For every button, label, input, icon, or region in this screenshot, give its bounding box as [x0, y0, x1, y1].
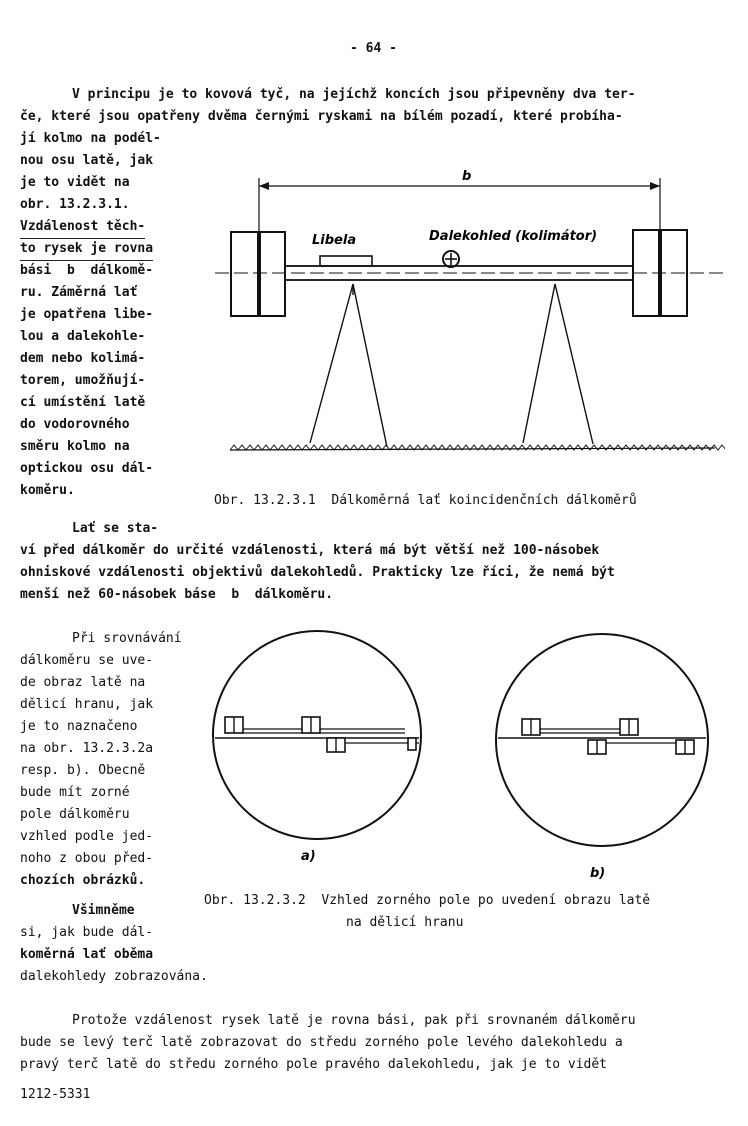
left-col1-line: obr. 13.2.3.1. — [20, 197, 130, 212]
label-a: a) — [301, 849, 316, 864]
figure2-caption-line2: na dělicí hranu — [346, 915, 464, 930]
para2-line3: ohniskové vzdálenosti objektivů dalekohledů. Prakticky lze říci, že nemá být — [20, 565, 615, 580]
left-col2-line: na obr. 13.2.3.2a — [20, 741, 154, 756]
label-dalekohled: Dalekohled (kolimátor) — [429, 229, 598, 244]
label-b-fig2: b) — [590, 866, 606, 881]
left-col2-line: chozích obrázků. — [20, 873, 146, 888]
left-col2-line: vzhled podle jed- — [20, 829, 154, 844]
left-col1-line: torem, umožňují- — [20, 373, 146, 388]
label-libela: Libela — [312, 233, 357, 248]
left-col1-line: dem nebo kolimá- — [20, 351, 146, 366]
para2-line2: ví před dálkoměr do určité vzdálenosti, která má být větší než 100-násobek — [20, 543, 600, 558]
para3-line2: bude se levý terč latě zobrazovat do středu zorného pole levého dalekohledu a — [20, 1035, 623, 1050]
label-b: b — [462, 169, 472, 184]
para3-line1: Protože vzdálenost rysek latě je rovna bási, pak při srovnaném dálkoměru — [72, 1013, 636, 1028]
left-col2-line: de obraz latě na — [20, 675, 146, 690]
left-col3-line: koměrná lať oběma — [20, 947, 154, 962]
left-col3-line: si, jak bude dál- — [20, 925, 154, 940]
para1-line2: če, které jsou opatřeny dvěma černými ryskami na bílém pozadí, které probíha- — [20, 109, 623, 124]
figure2-caption-line1: Obr. 13.2.3.2 Vzhled zorného pole po uvedení obrazu latě — [204, 893, 651, 908]
left-col1-line: ru. Záměrná lať — [20, 285, 138, 300]
left-col2-line: bude mít zorné — [20, 785, 130, 800]
page-number: - 64 - — [350, 41, 397, 56]
figure-field-view-a — [205, 625, 435, 875]
left-col1-line: je to vidět na — [20, 175, 130, 190]
left-col2-line: dělicí hranu, jak — [20, 697, 154, 712]
left-col1-line: bási b dálkomě- — [20, 263, 154, 278]
left-col2-line: noho z obou před- — [20, 851, 154, 866]
left-col1-line: směru kolmo na — [20, 439, 130, 454]
left-col1-line: nou osu latě, jak — [20, 153, 154, 168]
left-col1-line: koměru. — [20, 483, 75, 498]
para1-line3: jí kolmo na podél- — [20, 131, 161, 146]
left-col3-line: dalekohledy zobrazována. — [20, 969, 208, 984]
left-col1-line: to rysek je rovna — [20, 238, 153, 261]
left-col1-line: do vodorovného — [20, 417, 130, 432]
figure-field-view-b — [490, 625, 720, 885]
left-col1-line: lou a dalekohle- — [20, 329, 146, 344]
left-col2-line: Při srovnávání — [72, 631, 182, 646]
figure1-caption: Obr. 13.2.3.1 Dálkoměrná lať koincidenčních dálkoměrů — [214, 493, 637, 508]
figure-range-rod — [215, 160, 725, 460]
left-col2-line: pole dálkoměru — [20, 807, 130, 822]
left-col2-line: dálkoměru se uve- — [20, 653, 154, 668]
left-col1-line: Vzdálenost těch- — [20, 216, 145, 239]
left-col2-line: resp. b). Obecně — [20, 763, 146, 778]
para3-line3: pravý terč latě do středu zorného pole pravého dalekohledu, jak je to vidět — [20, 1057, 607, 1072]
left-col1-line: cí umístění latě — [20, 395, 146, 410]
left-col2-line: je to naznačeno — [20, 719, 138, 734]
para2-line1: Lať se sta- — [72, 521, 159, 536]
para2-line4: menší než 60-násobek báse b dálkoměru. — [20, 587, 334, 602]
para1-line1: V principu je to kovová tyč, na jejíchž koncích jsou připevněny dva ter- — [72, 87, 636, 102]
left-col1-line: je opatřena libe- — [20, 307, 154, 322]
left-col3-line: Všimněme — [72, 903, 135, 918]
footer-code: 1212-5331 — [20, 1087, 91, 1102]
left-col1-line: optickou osu dál- — [20, 461, 154, 476]
